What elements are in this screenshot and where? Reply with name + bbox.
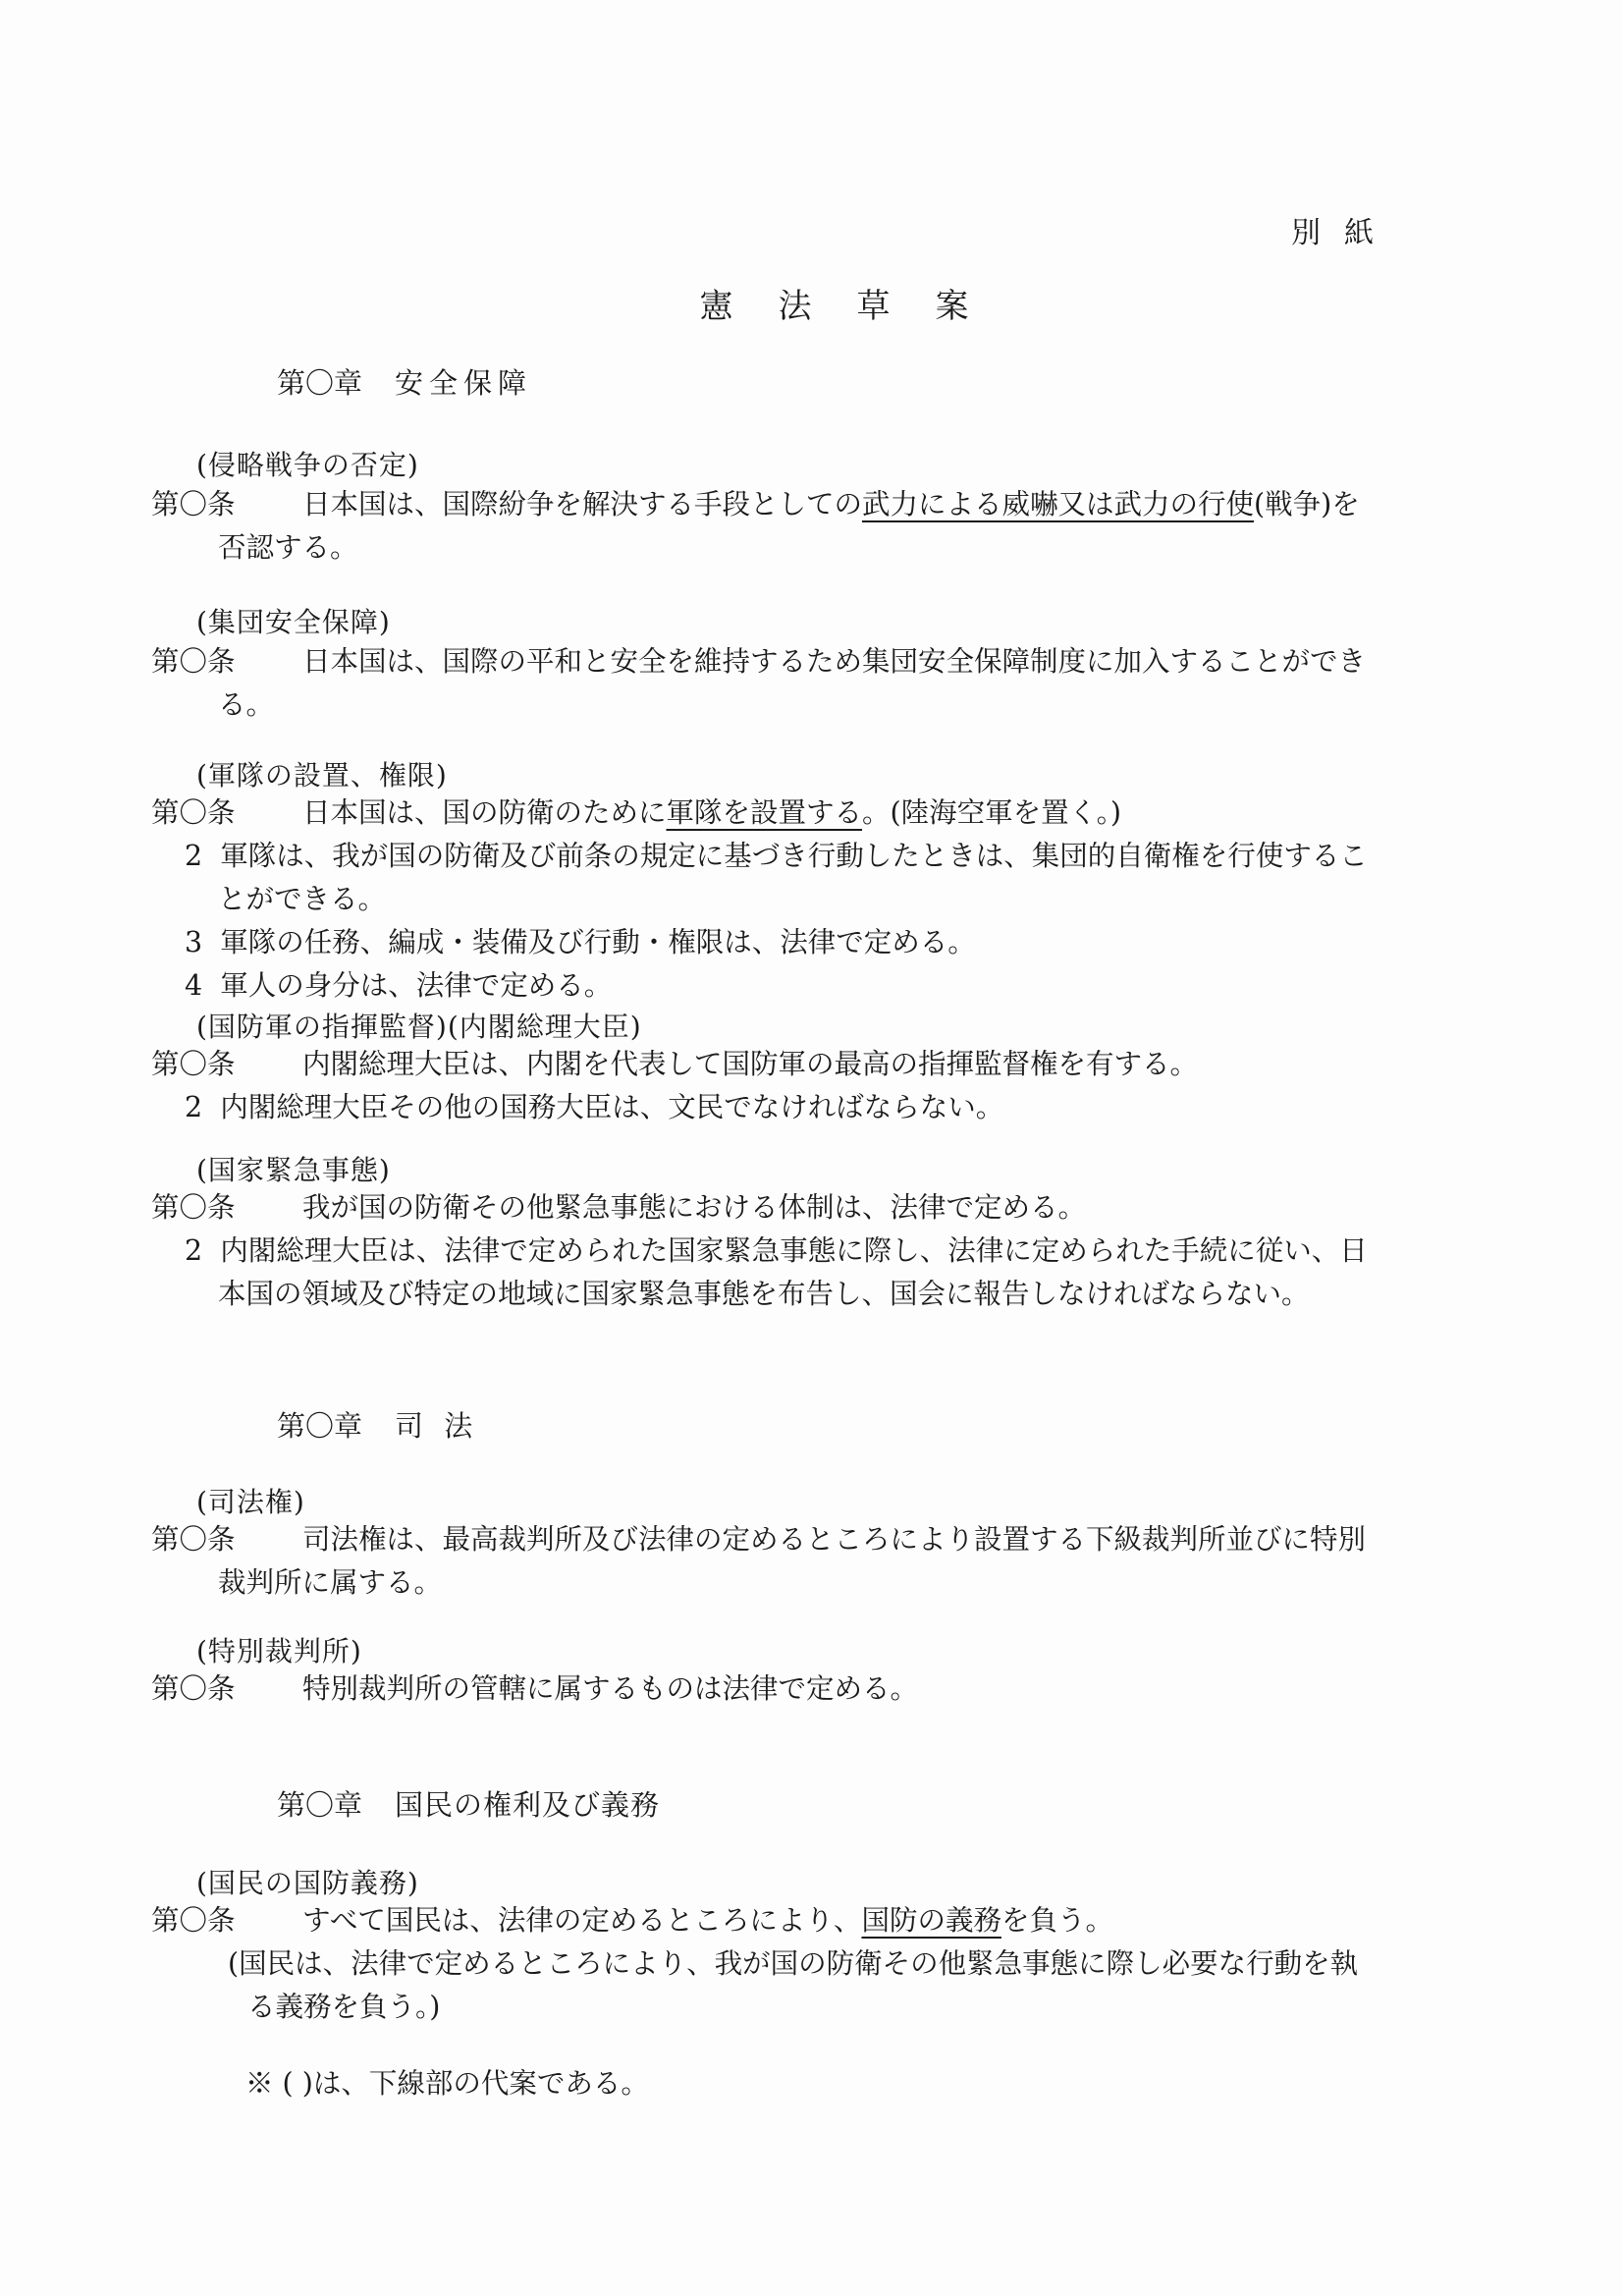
article-main: 第〇条 司法権は、最高裁判所及び法律の定めるところにより設置する下級裁判所並びに特別裁判所に属する。 — [151, 1523, 1367, 1599]
article-paragraph: 2 軍隊は、我が国の防衛及び前条の規定に基づき行動したときは、集団的自衛権を行使することができる。 — [185, 840, 1368, 915]
article-main: 第〇条 特別裁判所の管轄に属するものは法律で定める。 — [151, 1672, 919, 1705]
article-paragraph: 2 内閣総理大臣は、法律で定められた国家緊急事態に際し、法律に定められた手続に従い、日本国の領域及び特定の地域に国家緊急事態を布告し、国会に報告しなければならない。 — [185, 1234, 1368, 1310]
article-caption: (国家緊急事態) — [196, 1154, 391, 1186]
article — [151, 640, 1382, 727]
article — [151, 792, 1382, 1008]
article-main: 第〇条 日本国は、国際紛争を解決する手段としての武力による威嚇又は武力の行使(戦争)を否認する。 — [151, 488, 1360, 564]
attachment-label: 別紙 — [1291, 216, 1397, 250]
article-main: 第〇条 日本国は、国の防衛のために軍隊を設置する。(陸海空軍を置く。) — [151, 796, 1121, 829]
article-paragraph: 2 内閣総理大臣その他の国務大臣は、文民でなければならない。 — [185, 1091, 1004, 1123]
article — [151, 1667, 1382, 1711]
article-main: 第〇条 我が国の防衛その他緊急事態における体制は、法律で定める。 — [151, 1191, 1087, 1224]
article-main: 第〇条 日本国は、国際の平和と安全を維持するため集団安全保障制度に加入することができる。 — [151, 645, 1367, 721]
article-main: 第〇条 内閣総理大臣は、内閣を代表して国防軍の最高の指揮監督権を有する。 — [151, 1048, 1199, 1080]
article — [151, 1899, 1382, 2029]
article-paragraph: 4 軍人の身分は、法律で定める。 — [185, 969, 613, 1002]
footnote: ※ ( )は、下線部の代案である。 — [245, 2067, 649, 2100]
article — [151, 1186, 1382, 1316]
document-title: 憲法草案 — [699, 287, 1014, 326]
chapter-heading-rights-duties: 第〇章 国民の権利及び義務 — [277, 1788, 661, 1822]
article — [151, 483, 1382, 570]
chapter-heading-judiciary: 第〇章 司 法 — [277, 1409, 479, 1443]
underlined-text: 軍隊を設置する — [666, 796, 863, 829]
article — [151, 1518, 1382, 1605]
article-caption: (国民の国防義務) — [196, 1867, 419, 1899]
article-caption: (軍隊の設置、権限) — [196, 759, 448, 792]
article-caption: (特別裁判所) — [196, 1635, 362, 1667]
article — [151, 1043, 1382, 1129]
alternative-text: (国民は、法律で定めるところにより、我が国の防衛その他緊急事態に際し必要な行動を執る義務を負う。) — [228, 1947, 1359, 2023]
article-caption: (司法権) — [196, 1486, 305, 1518]
underlined-text: 武力による威嚇又は武力の行使 — [862, 488, 1255, 520]
article-caption: (侵略戦争の否定) — [196, 449, 419, 481]
chapter-heading-security: 第〇章 安全保障 — [277, 366, 533, 400]
article-paragraph: 3 軍隊の任務、編成・装備及び行動・権限は、法律で定める。 — [185, 926, 976, 958]
underlined-text: 国防の義務 — [861, 1904, 1001, 1937]
article-caption: (集団安全保障) — [196, 606, 391, 638]
article-main: 第〇条 すべて国民は、法律の定めるところにより、国防の義務を負う。 — [151, 1904, 1113, 1937]
article-caption: (国防軍の指揮監督)(内閣総理大臣) — [196, 1011, 642, 1043]
